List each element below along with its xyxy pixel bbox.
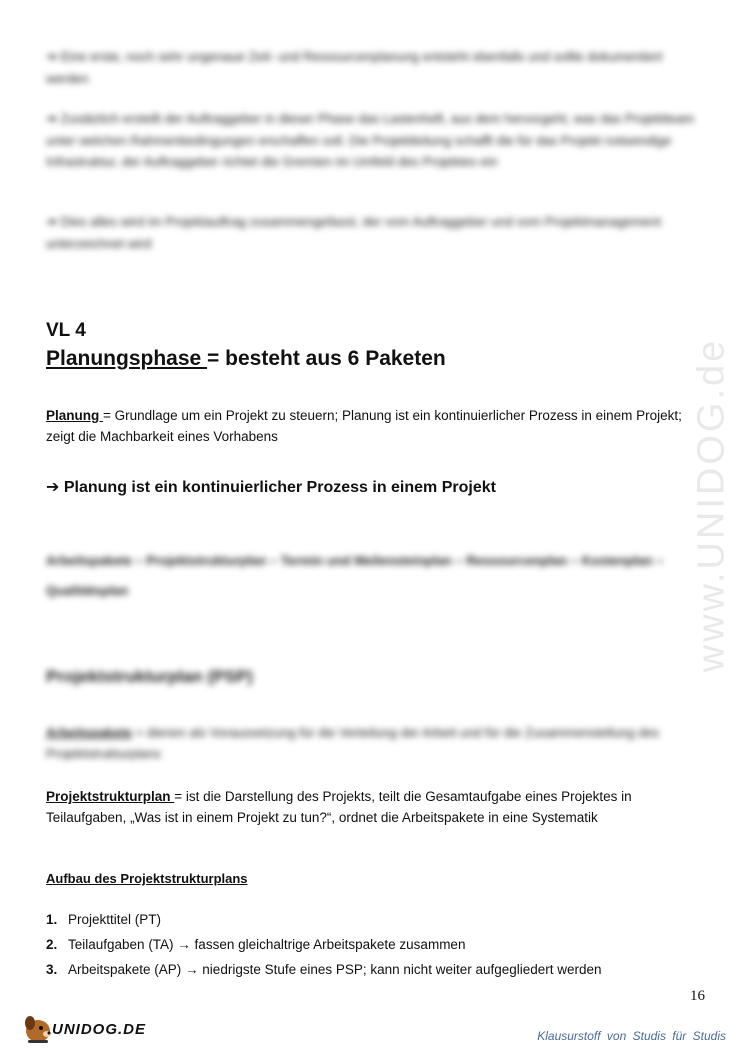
structure-list	[46, 909, 602, 984]
section-title: Planungsphase = besteht aus 6 Paketen	[46, 347, 446, 370]
blurred-bullet-2: ➔ Zusätzlich erstellt der Auftraggeber in dieser Phase das Lastenheft, aus dem hervorgeht, was das Projektteam unter welchen Rahmenbedingungen erschaffen soll. Die Projektleitung schafft die für das Projekt notwendige Infrastruktur, der Auftraggeber richtet die Gremien im Umfeld des Projektes ein	[46, 111, 695, 169]
blurred-subheading: Projektstrukturplan (PSP)	[46, 667, 253, 686]
arrow-icon: ➔	[46, 112, 57, 127]
list-item: 1. Projekttitel (PT)	[46, 912, 162, 927]
definition-psp: Projektstrukturplan = ist die Darstellung des Projekts, teilt die Gesamtaufgabe eines Projektes in Teilaufgaben, „Was ist in einem Projekt zu tun?“, ordnet die Arbeitspakete in eine Systematik	[46, 789, 632, 825]
callout-line: ➔ Planung ist ein kontinuierlicher Prozess in einem Projekt	[46, 477, 496, 496]
list-item: 3. Arbeitspakete (AP) → niedrigste Stufe eines PSP; kann nicht weiter aufgegliedert werden	[46, 962, 602, 977]
watermark: www.UNIDOG.de	[690, 337, 733, 673]
blurred-packages: Arbeitspakete – Projektstrukturplan – Termin und Meilensteinplan – Ressourcenplan – Kostenplan – Qualitätsplan	[46, 553, 664, 598]
list-item: 2. Teilaufgaben (TA) → fassen gleichaltrige Arbeitspakete zusammen	[46, 937, 466, 952]
blurred-bullet-1: ➔ Eine erste, noch sehr ungenaue Zeit- und Ressourcenplanung entsteht ebenfalls und sollte dokumentiert werden	[46, 49, 663, 86]
arrow-icon: ➔	[46, 50, 57, 65]
blurred-bullet-3: ➔ Dies alles wird im Projektauftrag zusammengefasst, der vom Auftraggeber und vom Projektmanagement unterzeichnet wird	[46, 214, 661, 251]
page-number: 16	[690, 988, 705, 1004]
definition-planung: Planung = Grundlage um ein Projekt zu steuern; Planung ist ein kontinuierlicher Prozess in einem Projekt; zeigt die Machbarkeit eines Vorhabens	[46, 408, 682, 444]
structure-heading: Aufbau des Projektstrukturplans	[46, 871, 248, 886]
arrow-icon: ➔	[46, 477, 60, 496]
blurred-definition-arbeitspakete: Arbeitspakete = dienen als Voraussetzung für die Verteilung der Arbeit und für die Zusammenstellung des Projektstrukturplans	[46, 725, 660, 761]
logo-text: UNIDOG.DE	[52, 1021, 147, 1038]
footer-tagline: Klausurstoff von Studis für Studis	[537, 1029, 726, 1043]
arrow-icon: ➔	[46, 215, 57, 230]
lecture-heading: VL 4	[46, 320, 86, 341]
